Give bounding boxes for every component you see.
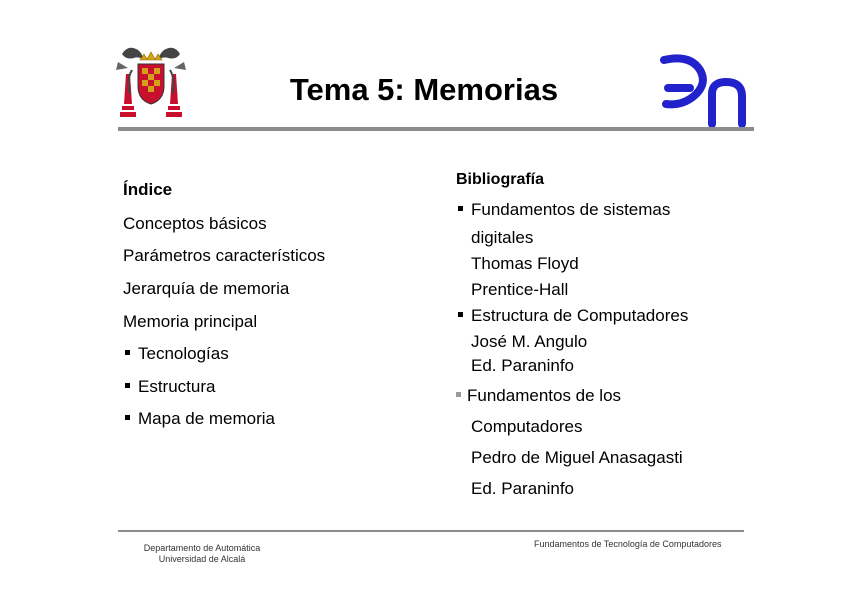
page-title: Tema 5: Memorias bbox=[289, 72, 559, 107]
book-title: Fundamentos de sistemas bbox=[458, 200, 670, 220]
footer-course: Fundamentos de Tecnología de Computadores bbox=[534, 539, 722, 549]
book-author: José M. Angulo bbox=[471, 332, 588, 351]
bullet-icon bbox=[125, 383, 130, 388]
bullet-icon bbox=[125, 415, 130, 420]
book-author: Pedro de Miguel Anasagasti bbox=[471, 448, 683, 467]
footer-university: Universidad de Alcalá bbox=[158, 554, 246, 564]
book-publisher: Ed. Paraninfo bbox=[471, 356, 575, 375]
book-publisher: Prentice-Hall bbox=[471, 280, 569, 299]
book-author: Thomas Floyd bbox=[471, 254, 579, 273]
bullet-icon bbox=[458, 312, 463, 317]
footer-divider bbox=[118, 530, 744, 532]
index-subitem: Tecnologías bbox=[125, 344, 229, 364]
bullet-icon bbox=[456, 392, 461, 397]
index-item: Jerarquía de memoria bbox=[123, 279, 290, 298]
index-subitem: Mapa de memoria bbox=[125, 409, 275, 429]
book-title: Fundamentos de los bbox=[456, 386, 621, 406]
footer-department: Departamento de Automática bbox=[143, 543, 261, 553]
index-heading: Índice bbox=[123, 180, 173, 199]
title-divider bbox=[118, 127, 754, 131]
index-item: Parámetros característicos bbox=[123, 246, 326, 265]
index-item: Memoria principal bbox=[123, 312, 258, 331]
footer-left bbox=[132, 543, 272, 565]
department-logo-icon bbox=[660, 52, 760, 130]
book-title-cont: Computadores bbox=[471, 417, 583, 436]
index-item: Conceptos básicos bbox=[123, 214, 267, 233]
bullet-icon bbox=[125, 350, 130, 355]
bullet-icon bbox=[458, 206, 463, 211]
book-title: Estructura de Computadores bbox=[458, 306, 688, 326]
index-subitem: Estructura bbox=[125, 377, 215, 397]
book-publisher: Ed. Paraninfo bbox=[471, 479, 575, 498]
bibliography-heading: Bibliografía bbox=[456, 171, 545, 188]
book-title-cont: digitales bbox=[471, 228, 534, 247]
